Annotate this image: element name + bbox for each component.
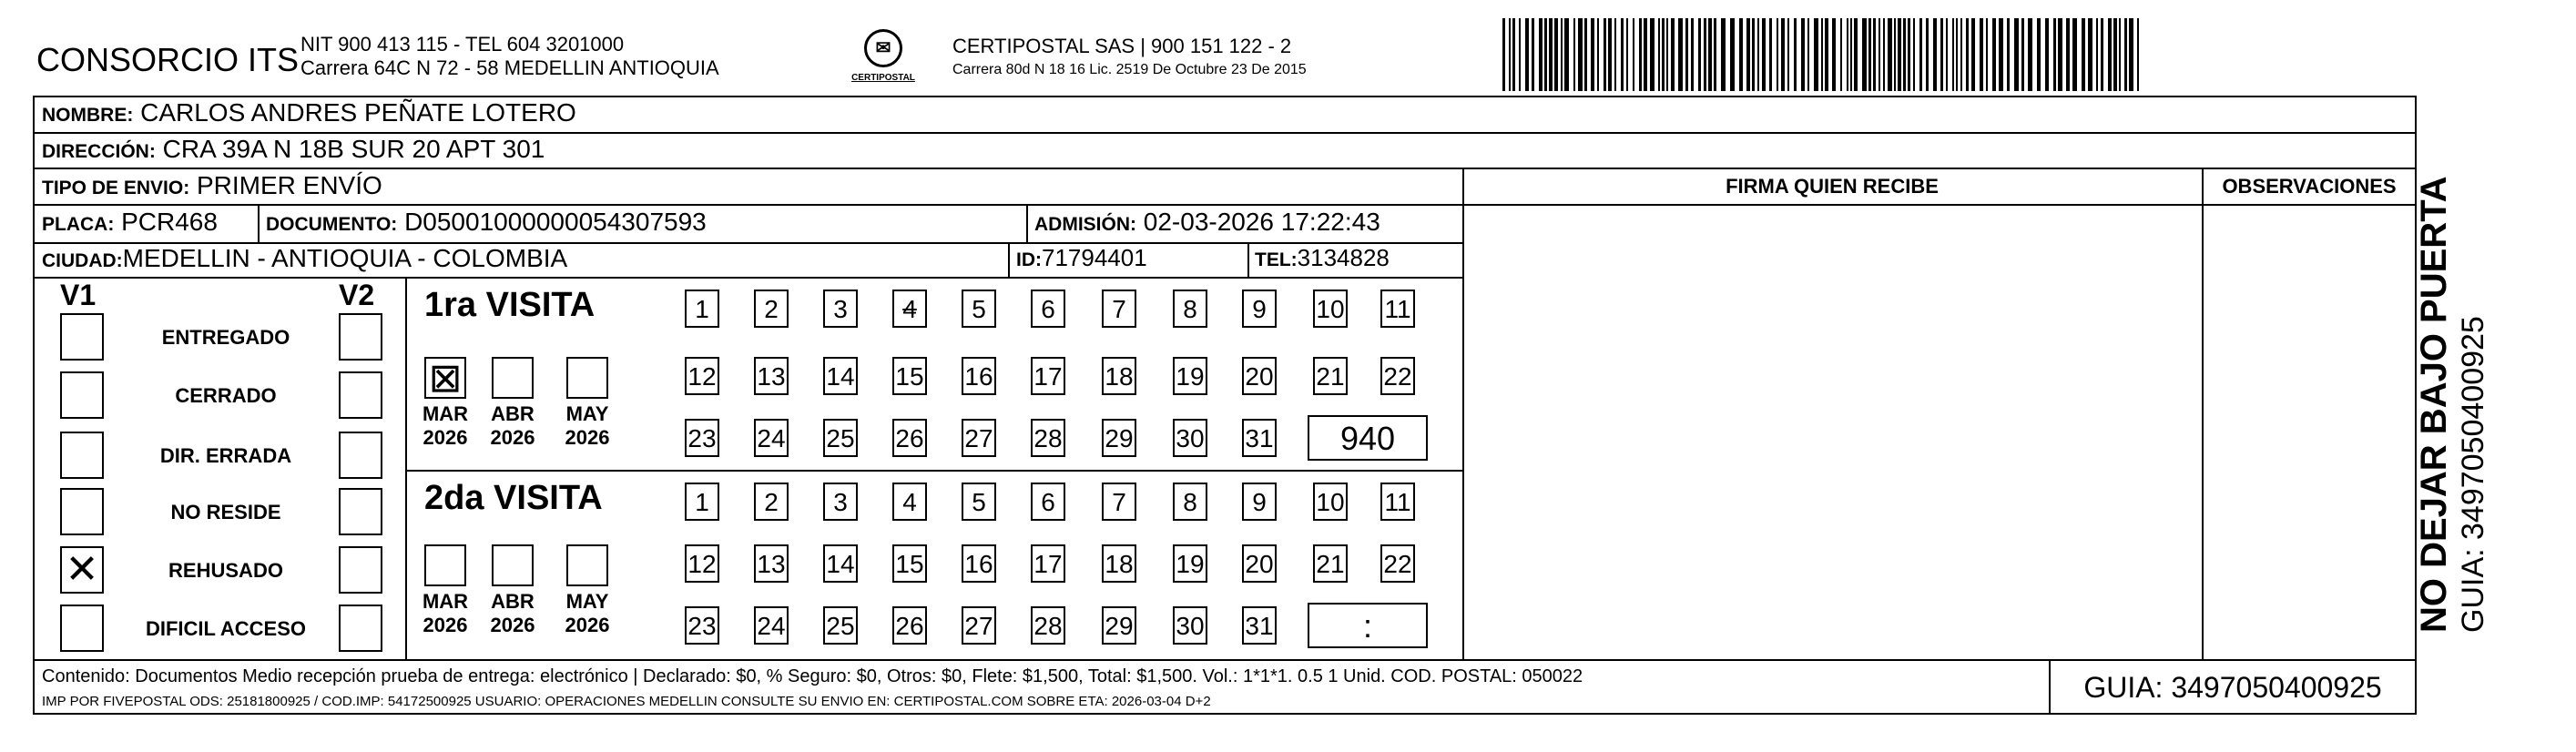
month-label	[413, 590, 477, 637]
barcode-bar	[1685, 18, 1688, 91]
day-box[interactable]: 30	[1173, 606, 1207, 645]
barcode-bar	[1746, 18, 1750, 91]
side-guia: GUIA: 3497050400925	[2456, 316, 2490, 633]
barcode-bar	[1888, 18, 1892, 91]
barcode-bar	[1691, 18, 1694, 91]
v1-checkbox[interactable]	[60, 605, 104, 652]
v2-checkbox[interactable]	[339, 313, 382, 361]
barcode-bar	[1730, 18, 1735, 91]
barcode-bar	[1919, 18, 1922, 91]
hour-field[interactable]: 940	[1308, 415, 1428, 461]
barcode-bar	[1539, 18, 1543, 91]
month-label	[481, 590, 545, 637]
month-name: MAR	[422, 402, 469, 425]
barcode-bar	[1966, 18, 1969, 91]
firma-header: FIRMA QUIEN RECIBE	[1726, 175, 1939, 198]
v1-checkbox[interactable]	[60, 371, 104, 419]
documento-label: DOCUMENTO:	[266, 214, 398, 235]
day-box[interactable]: 11	[1380, 483, 1415, 521]
barcode-bar	[2014, 18, 2019, 91]
v1-checkbox[interactable]	[60, 488, 104, 535]
v2-checkbox[interactable]	[339, 432, 382, 479]
v2-label: V2	[339, 279, 375, 311]
barcode-bar	[1554, 18, 1558, 91]
tel-label: TEL:	[1255, 249, 1298, 270]
barcode-bar	[1879, 18, 1880, 91]
barcode-bar	[1704, 18, 1706, 91]
day-box[interactable]: 15	[892, 544, 927, 583]
documento-field	[266, 208, 707, 237]
barcode-bar	[1769, 18, 1772, 91]
day-box[interactable]: 21	[1313, 544, 1348, 583]
barcode-bar	[1633, 18, 1634, 91]
observaciones-header: OBSERVACIONES	[2222, 175, 2397, 198]
tipo-label: TIPO DE ENVIO:	[42, 178, 190, 198]
barcode-bar	[2119, 18, 2121, 91]
day-box[interactable]: 10	[1313, 483, 1348, 521]
certipostal-logo	[847, 29, 920, 93]
barcode-bar	[1662, 18, 1665, 91]
day-box[interactable]: 12	[685, 357, 719, 395]
barcode-bar	[1794, 18, 1797, 91]
barcode-bar	[1502, 18, 1505, 91]
barcode-bar	[1650, 18, 1655, 91]
barcode-bar	[2066, 18, 2070, 91]
day-box[interactable]: 19	[1173, 544, 1207, 583]
barcode-bar	[1999, 18, 2003, 91]
logo-icon: ✉	[864, 29, 902, 67]
day-box[interactable]: 20	[1242, 544, 1277, 583]
barcode-bar	[2053, 18, 2056, 91]
barcode-bar	[1739, 18, 1743, 91]
barcode-bar	[1814, 18, 1818, 91]
day-box[interactable]: 21	[1313, 357, 1348, 395]
day-box[interactable]: 26	[892, 419, 927, 457]
barcode-bar	[1591, 18, 1594, 91]
day-box[interactable]: 23	[685, 606, 719, 645]
status-option-label: ENTREGADO	[161, 326, 290, 349]
day-box[interactable]: 16	[962, 357, 996, 395]
month-name: ABR	[491, 402, 535, 425]
barcode-bar	[2021, 18, 2024, 91]
day-box[interactable]: 5	[962, 290, 996, 328]
day-box[interactable]: 12	[685, 544, 719, 583]
barcode-bar	[1626, 18, 1628, 91]
barcode-bar	[1787, 18, 1789, 91]
v2-checkbox[interactable]	[339, 546, 382, 594]
barcode-bar	[1639, 18, 1642, 91]
day-box[interactable]: 18	[1102, 357, 1136, 395]
day-box[interactable]: 9	[1242, 290, 1277, 328]
barcode-bar	[1532, 18, 1534, 91]
courier-license: Carrera 80d N 18 16 Lic. 2519 De Octubre 23 De 2015	[952, 62, 1307, 77]
month-year: 2026	[565, 614, 610, 636]
day-box[interactable]: 1	[685, 290, 719, 328]
barcode-bar	[1868, 18, 1871, 91]
tel-field	[1255, 244, 1390, 272]
placa-value: PCR468	[121, 208, 218, 236]
status-option-label: DIFICIL ACCESO	[145, 617, 306, 640]
content-summary: Contenido: Documentos Medio recepción prueba de entrega: electrónico | Declarado: $0, % Seguro: $0, Otros: $0, Flete: $1,500, Total: $1,500. Vol.: 1*1*1. 0.5 1 Unid. COD. POSTAL: 050022	[42, 666, 1583, 686]
barcode-bar	[2124, 18, 2127, 91]
month-checkbox[interactable]	[566, 357, 608, 399]
barcode-bar	[2088, 18, 2092, 91]
day-box[interactable]: 27	[962, 419, 996, 457]
barcode-bar	[2007, 18, 2010, 91]
company-name: CONSORCIO ITS	[36, 41, 300, 78]
month-label	[555, 402, 619, 450]
day-box[interactable]: 22	[1380, 544, 1415, 583]
placa-field	[42, 208, 218, 237]
id-label: ID:	[1016, 249, 1042, 270]
day-box[interactable]: 3	[823, 290, 858, 328]
barcode-bar	[1614, 18, 1616, 91]
day-box[interactable]: 29	[1102, 419, 1136, 457]
tel-value: 3134828	[1297, 244, 1390, 271]
barcode-bar	[1549, 18, 1553, 91]
barcode-bar	[1971, 18, 1975, 91]
barcode-bar	[1960, 18, 1962, 91]
barcode-bar	[1956, 18, 1958, 91]
month-checkbox[interactable]	[424, 544, 466, 586]
status-option-label: DIR. ERRADA	[159, 444, 292, 467]
logo-text: CERTIPOSTAL	[851, 73, 915, 83]
day-box[interactable]: 3	[823, 483, 858, 521]
month-year: 2026	[423, 426, 468, 449]
month-checkbox[interactable]	[566, 544, 608, 586]
barcode-bar	[1671, 18, 1675, 91]
barcode-bar	[2137, 18, 2139, 91]
day-box[interactable]: 25	[823, 606, 858, 645]
barcode-bar	[1807, 18, 1809, 91]
hour-field[interactable]: :	[1308, 603, 1428, 648]
month-year: 2026	[565, 426, 610, 449]
second-visit-title: 2da VISITA	[424, 479, 603, 517]
barcode-bar	[1757, 18, 1759, 91]
placa-label: PLACA:	[42, 214, 115, 235]
day-box[interactable]: 24	[754, 419, 789, 457]
month-year: 2026	[490, 614, 535, 636]
barcode-bar	[1544, 18, 1547, 91]
barcode-bar	[1781, 18, 1785, 91]
day-box[interactable]: 6	[1031, 290, 1065, 328]
day-box[interactable]: 17	[1031, 544, 1065, 583]
month-year: 2026	[423, 614, 468, 636]
day-box[interactable]: 6	[1031, 483, 1065, 521]
day-box[interactable]: 22	[1380, 357, 1415, 395]
month-checkbox[interactable]: ⊠	[424, 357, 466, 399]
v1-checkbox[interactable]	[60, 313, 104, 361]
barcode-bar	[1883, 18, 1885, 91]
barcode-bar	[2101, 18, 2103, 91]
nombre-label: NOMBRE:	[42, 105, 134, 126]
ciudad-field	[42, 244, 567, 273]
day-box[interactable]: 15	[892, 357, 927, 395]
barcode-bar	[1509, 18, 1511, 91]
direccion-field	[42, 135, 545, 164]
day-box[interactable]: 8	[1173, 483, 1207, 521]
side-notice	[2413, 176, 2491, 633]
barcode-bar	[1621, 18, 1624, 91]
ciudad-label: CIUDAD:	[42, 250, 123, 271]
direccion-value: CRA 39A N 18B SUR 20 APT 301	[162, 135, 545, 163]
day-box[interactable]: 7	[1102, 290, 1136, 328]
barcode-bar	[1564, 18, 1569, 91]
month-name: ABR	[491, 590, 535, 613]
barcode-bar	[1525, 18, 1529, 91]
day-box[interactable]: 31	[1242, 419, 1277, 457]
barcode-bar	[2113, 18, 2117, 91]
day-box[interactable]: 11	[1380, 290, 1415, 328]
day-box[interactable]: 24	[754, 606, 789, 645]
month-label	[413, 402, 477, 450]
barcode-bar	[2028, 18, 2032, 91]
day-box[interactable]: 2	[754, 290, 789, 328]
barcode-bar	[2108, 18, 2112, 91]
day-box[interactable]: 23	[685, 419, 719, 457]
barcode-bar	[2096, 18, 2098, 91]
day-box[interactable]: 17	[1031, 357, 1065, 395]
id-value: 71794401	[1042, 244, 1147, 271]
direccion-label: DIRECCIÓN:	[42, 141, 156, 162]
barcode-bar	[2129, 18, 2133, 91]
day-box[interactable]: 9	[1242, 483, 1277, 521]
barcode-bar	[1658, 18, 1660, 91]
barcode-bar	[1708, 18, 1712, 91]
day-box[interactable]: 19	[1173, 357, 1207, 395]
barcode-bar	[1604, 18, 1606, 91]
barcode-bar	[1908, 18, 1910, 91]
day-box[interactable]: 31	[1242, 606, 1277, 645]
admision-value: 02-03-2026 17:22:43	[1143, 208, 1380, 236]
courier-info	[952, 35, 1307, 82]
day-box[interactable]: 7	[1102, 483, 1136, 521]
barcode	[1502, 18, 2149, 91]
barcode-bar	[1597, 18, 1599, 91]
barcode-bar	[1752, 18, 1755, 91]
barcode-bar	[1946, 18, 1948, 91]
day-box[interactable]: 16	[962, 544, 996, 583]
barcode-bar	[1986, 18, 1988, 91]
day-box[interactable]: 13	[754, 544, 789, 583]
day-box[interactable]: 4	[892, 290, 927, 328]
barcode-bar	[1821, 18, 1823, 91]
barcode-bar	[1584, 18, 1587, 91]
barcode-bar	[1608, 18, 1612, 91]
barcode-bar	[1777, 18, 1778, 91]
barcode-bar	[1840, 18, 1842, 91]
month-checkbox[interactable]	[492, 357, 534, 399]
day-box[interactable]: 30	[1173, 419, 1207, 457]
day-box[interactable]: 14	[823, 544, 858, 583]
barcode-bar	[1678, 18, 1683, 91]
barcode-bar	[1573, 18, 1575, 91]
first-visit-title: 1ra VISITA	[424, 286, 596, 324]
company-info	[300, 33, 719, 80]
day-box[interactable]: 2	[754, 483, 789, 521]
barcode-bar	[1952, 18, 1954, 91]
barcode-bar	[1850, 18, 1852, 91]
v1-label: V1	[60, 279, 97, 311]
barcode-bar	[1862, 18, 1867, 91]
ciudad-value: MEDELLIN - ANTIOQUIA - COLOMBIA	[122, 244, 568, 272]
month-name: MAY	[565, 402, 609, 425]
v2-checkbox[interactable]	[339, 488, 382, 535]
day-box[interactable]: 14	[823, 357, 858, 395]
barcode-bar	[1561, 18, 1563, 91]
month-label	[481, 402, 545, 450]
barcode-bar	[1913, 18, 1915, 91]
barcode-bar	[1992, 18, 1996, 91]
day-box[interactable]: 29	[1102, 606, 1136, 645]
barcode-bar	[1926, 18, 1929, 91]
barcode-bar	[1854, 18, 1858, 91]
month-label	[555, 590, 619, 637]
tipo-value: PRIMER ENVÍO	[196, 171, 382, 199]
v1-checkbox[interactable]: ✕	[60, 546, 104, 594]
nit-line: NIT 900 413 115 - TEL 604 3201000	[300, 33, 625, 56]
day-box[interactable]: 27	[962, 606, 996, 645]
day-box[interactable]: 5	[962, 483, 996, 521]
nombre-field	[42, 98, 576, 127]
day-box[interactable]: 25	[823, 419, 858, 457]
barcode-bar	[1894, 18, 1896, 91]
month-name: MAY	[565, 590, 609, 613]
day-box[interactable]: 10	[1313, 290, 1348, 328]
v1-checkbox[interactable]	[60, 432, 104, 479]
courier-line: CERTIPOSTAL SAS | 900 151 122 - 2	[952, 35, 1292, 57]
barcode-bar	[1714, 18, 1716, 91]
status-option-label: REHUSADO	[168, 559, 283, 582]
documento-value: D05001000000054307593	[404, 208, 707, 236]
barcode-bar	[1898, 18, 1901, 91]
print-info: IMP POR FIVEPOSTAL ODS: 25181800925 / COD.IMP: 54172500925 USUARIO: OPERACIONES MEDELLIN CONSULTE SU ENVIO EN: CERTIPOSTAL.COM SOBRE ETA: 2026-03-04 D+2	[42, 694, 1211, 709]
status-option-label: NO RESIDE	[170, 501, 281, 523]
day-box[interactable]: 18	[1102, 544, 1136, 583]
barcode-bar	[1825, 18, 1828, 91]
day-box[interactable]: 26	[892, 606, 927, 645]
barcode-bar	[1519, 18, 1521, 91]
barcode-bar	[1903, 18, 1906, 91]
barcode-bar	[1801, 18, 1805, 91]
barcode-bar	[1847, 18, 1848, 91]
day-box[interactable]: 4	[892, 483, 927, 521]
barcode-bar	[1644, 18, 1647, 91]
admision-label: ADMISIÓN:	[1034, 214, 1136, 235]
admision-field	[1034, 208, 1380, 237]
barcode-bar	[1933, 18, 1937, 91]
month-year: 2026	[490, 426, 535, 449]
company-address: Carrera 64C N 72 - 58 MEDELLIN ANTIOQUIA	[300, 56, 719, 79]
id-field	[1016, 244, 1147, 272]
status-option-label: CERRADO	[175, 384, 277, 407]
barcode-bar	[1873, 18, 1876, 91]
barcode-bar	[1721, 18, 1726, 91]
day-box[interactable]: 1	[685, 483, 719, 521]
barcode-bar	[2045, 18, 2049, 91]
barcode-bar	[1940, 18, 1943, 91]
barcode-bar	[1666, 18, 1668, 91]
guia-number: GUIA: 3497050400925	[2083, 671, 2382, 704]
barcode-bar	[1832, 18, 1836, 91]
barcode-bar	[2058, 18, 2062, 91]
day-box[interactable]: 28	[1031, 606, 1065, 645]
no-dejar-warning: NO DEJAR BAJO PUERTA	[2414, 176, 2454, 633]
barcode-bar	[1762, 18, 1766, 91]
v2-checkbox[interactable]	[339, 605, 382, 652]
barcode-bar	[2072, 18, 2077, 91]
nombre-value: CARLOS ANDRES PEÑATE LOTERO	[140, 98, 576, 127]
day-box[interactable]: 8	[1173, 290, 1207, 328]
day-box[interactable]: 28	[1031, 419, 1065, 457]
barcode-bar	[1578, 18, 1583, 91]
barcode-bar	[1698, 18, 1701, 91]
barcode-bar	[1980, 18, 1983, 91]
tipo-envio-field	[42, 171, 382, 200]
v2-checkbox[interactable]	[339, 371, 382, 419]
barcode-bar	[1512, 18, 1515, 91]
month-name: MAR	[422, 590, 469, 613]
day-box[interactable]: 20	[1242, 357, 1277, 395]
barcode-bar	[2082, 18, 2085, 91]
day-box[interactable]: 13	[754, 357, 789, 395]
barcode-bar	[2037, 18, 2041, 91]
month-checkbox[interactable]	[492, 544, 534, 586]
